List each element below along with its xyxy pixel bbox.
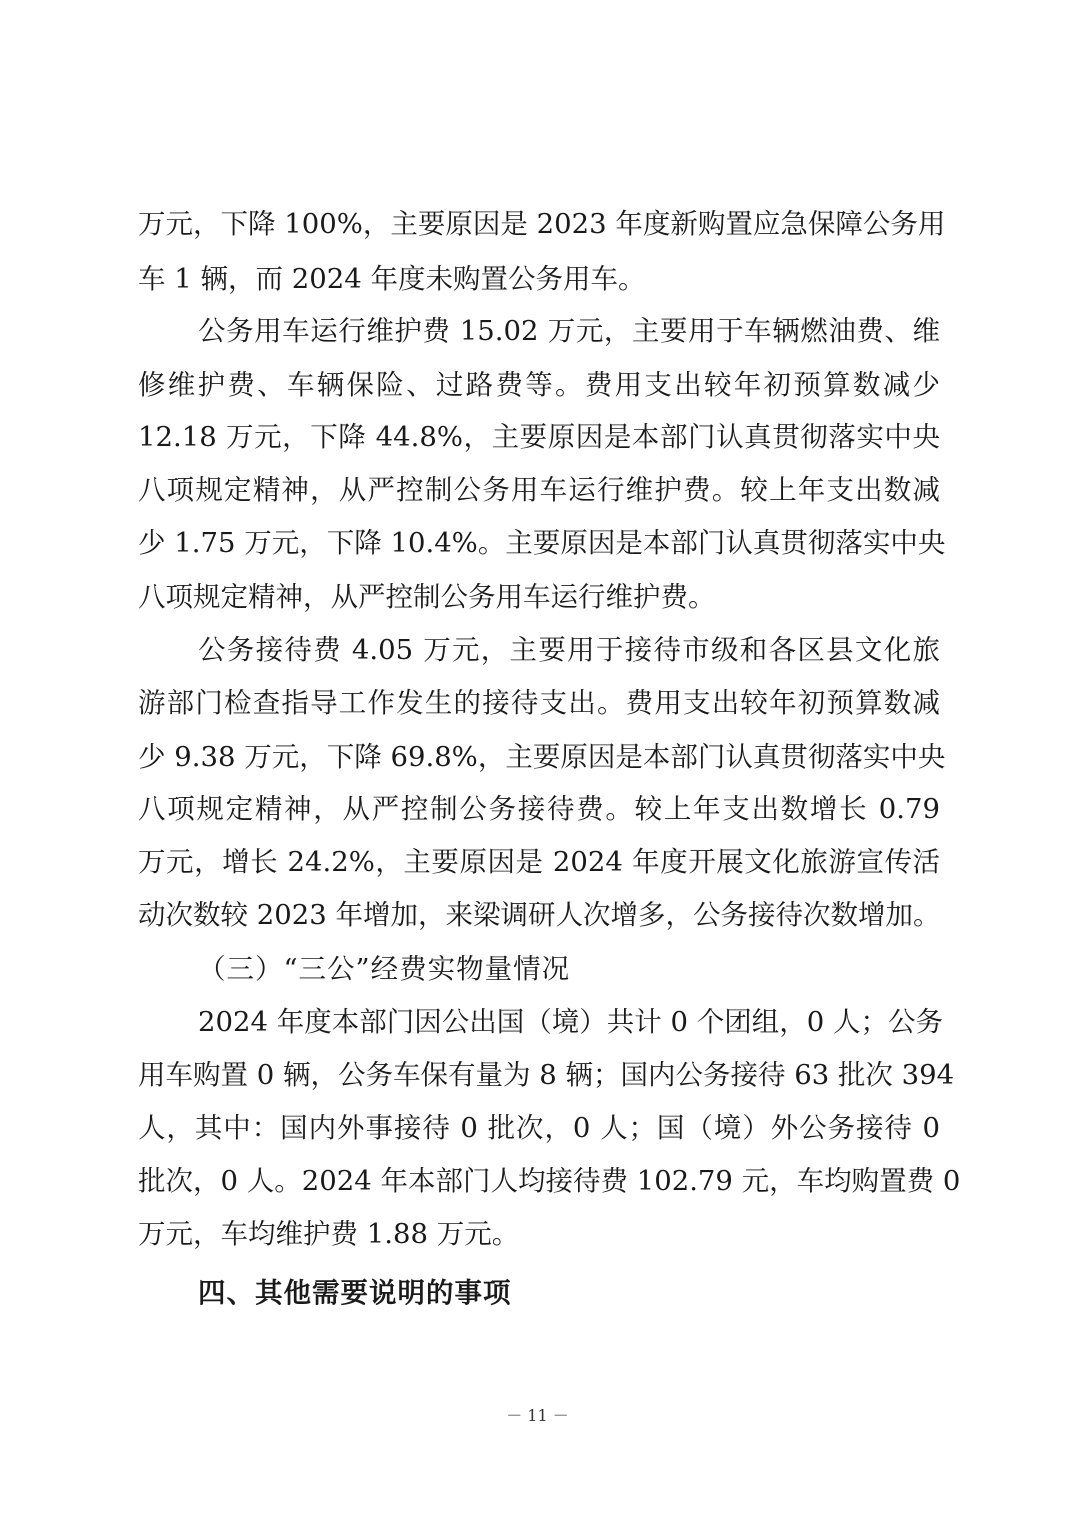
paragraph-line: 动次数较 2023 年增加，来梁调研人次增多，公务接待次数增加。 <box>138 899 941 931</box>
paragraph-line: 少 1.75 万元，下降 10.4%。主要原因是本部门认真贯彻落实中央 <box>138 527 946 559</box>
paragraph-line: 批次，0 人。2024 年本部门人均接待费 102.79 元，车均购置费 0 <box>138 1165 961 1197</box>
paragraph-line: 游部门检查指导工作发生的接待支出。费用支出较年初预算数减 <box>138 687 940 719</box>
paragraph-line: 2024 年度本部门因公出国（境）共计 0 个团组，0 人；公务 <box>198 1006 943 1038</box>
paragraph-line: 公务接待费 4.05 万元，主要用于接待市级和各区县文化旅 <box>198 634 940 666</box>
paragraph-line: 12.18 万元，下降 44.8%，主要原因是本部门认真贯彻落实中央 <box>138 421 940 453</box>
section-heading: 四、其他需要说明的事项 <box>198 1277 512 1309</box>
paragraph-line: 车 1 辆，而 2024 年度未购置公务用车。 <box>138 263 646 295</box>
paragraph-line: 万元，车均维护费 1.88 万元。 <box>138 1218 520 1250</box>
paragraph-line: 万元，增长 24.2%，主要原因是 2024 年度开展文化旅游宣传活 <box>138 846 940 878</box>
paragraph-line: 公务用车运行维护费 15.02 万元，主要用于车辆燃油费、维 <box>198 315 940 347</box>
paragraph-line: 修维护费、车辆保险、过路费等。费用支出较年初预算数减少 <box>138 369 940 401</box>
page-number: － 11 － <box>506 1406 569 1425</box>
paragraph-line: 八项规定精神，从严控制公务用车运行维护费。 <box>138 581 716 613</box>
paragraph-line: 用车购置 0 辆，公务车保有量为 8 辆；国内公务接待 63 批次 394 <box>138 1059 955 1091</box>
section-subheading: （三）“三公”经费实物量情况 <box>198 953 571 985</box>
paragraph-line: 八项规定精神，从严控制公务接待费。较上年支出数增长 0.79 <box>138 793 940 825</box>
paragraph-line: 万元，下降 100%，主要原因是 2023 年度新购置应急保障公务用 <box>138 208 946 240</box>
paragraph-line: 八项规定精神，从严控制公务用车运行维护费。较上年支出数减 <box>138 474 940 506</box>
paragraph-line: 少 9.38 万元，下降 69.8%，主要原因是本部门认真贯彻落实中央 <box>138 741 946 773</box>
paragraph-line: 人，其中：国内外事接待 0 批次，0 人；国（境）外公务接待 0 <box>138 1112 940 1144</box>
